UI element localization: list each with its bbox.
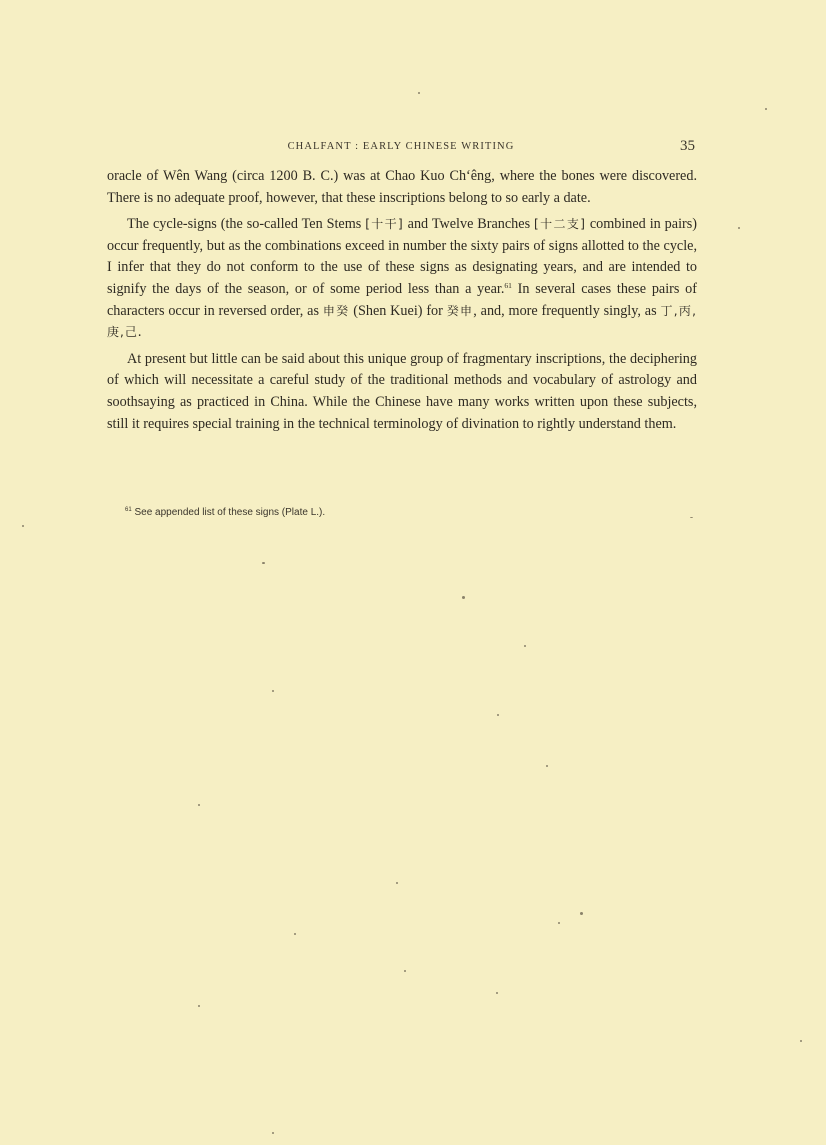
- paper-speck: [198, 804, 200, 806]
- paper-speck: [800, 1040, 802, 1042]
- footnote-reference: 61: [504, 280, 512, 290]
- running-title: CHALFANT : EARLY CHINESE WRITING: [287, 141, 515, 152]
- paper-speck: [496, 992, 498, 994]
- paragraph-2-text-g: .: [137, 324, 142, 341]
- paper-speck: [765, 108, 767, 110]
- paper-speck: [418, 92, 420, 94]
- paper-speck: [294, 933, 296, 935]
- paragraph-2-text-f: , and, more frequently singly, as: [473, 302, 661, 319]
- paper-speck: [546, 765, 548, 767]
- paper-speck: [262, 562, 265, 564]
- single-sign-characters: 丁,丙,庚,己: [107, 303, 697, 340]
- kuei-shen-characters: 癸申: [446, 303, 474, 318]
- ten-stems-characters: [十干]: [365, 217, 404, 232]
- paper-speck: [272, 1132, 274, 1134]
- paragraph-2-text-d: In several cases these pairs of characters occur in reversed order, as: [107, 280, 698, 319]
- running-head: [107, 138, 695, 158]
- paper-speck: [198, 1005, 200, 1007]
- paper-speck: [404, 970, 406, 972]
- body-text: [107, 166, 697, 435]
- footnote: [125, 507, 325, 518]
- paper-speck: [690, 517, 693, 518]
- paper-speck: [272, 690, 274, 692]
- paper-speck: [22, 525, 24, 527]
- twelve-branches-characters: [十二支]: [534, 217, 586, 232]
- paragraph-2: [107, 214, 697, 344]
- shen-kuei-characters: 申癸: [322, 303, 350, 318]
- paper-speck: [580, 912, 583, 915]
- page-number: 35: [680, 138, 695, 154]
- paragraph-2-text-c: combined in pairs) occur frequently, but as the combinations exceed in number the sixty pairs of signs allotted to the cycle, I infer that they do not conform to the use of these signs as designating years, and are intended to signify the days of the season, or of some period less than a year.: [107, 216, 697, 297]
- paper-speck: [462, 596, 465, 599]
- footnote-number: 61: [125, 507, 132, 513]
- paper-speck: [524, 645, 526, 647]
- paragraph-2-text-a: The cycle-signs (the so-called Ten Stems: [127, 216, 366, 233]
- footnote-text: See appended list of these signs (Plate L.).: [131, 507, 326, 518]
- paper-speck: [497, 714, 499, 716]
- paper-speck: [558, 922, 560, 924]
- paragraph-1: oracle of Wên Wang (circa 1200 B. C.) was at Chao Kuo Ch‘êng, where the bones were discovered. There is no adequate proof, however, that these inscriptions belong to so early a date.: [107, 168, 697, 206]
- paragraph-3: At present but little can be said about this unique group of fragmentary inscriptions, the deciphering of which will necessitate a careful study of the traditional methods and vocabulary of astrology and soothsaying as practiced in China. While the Chinese have many works written upon these subjects, still it requires special training in the technical terminology of divination to rightly understand them.: [107, 350, 697, 432]
- paper-speck: [396, 882, 398, 884]
- paper-speck: [738, 227, 740, 229]
- paragraph-2-text-b: and Twelve Branches: [403, 216, 535, 233]
- paragraph-2-text-e: (Shen Kuei) for: [349, 302, 447, 319]
